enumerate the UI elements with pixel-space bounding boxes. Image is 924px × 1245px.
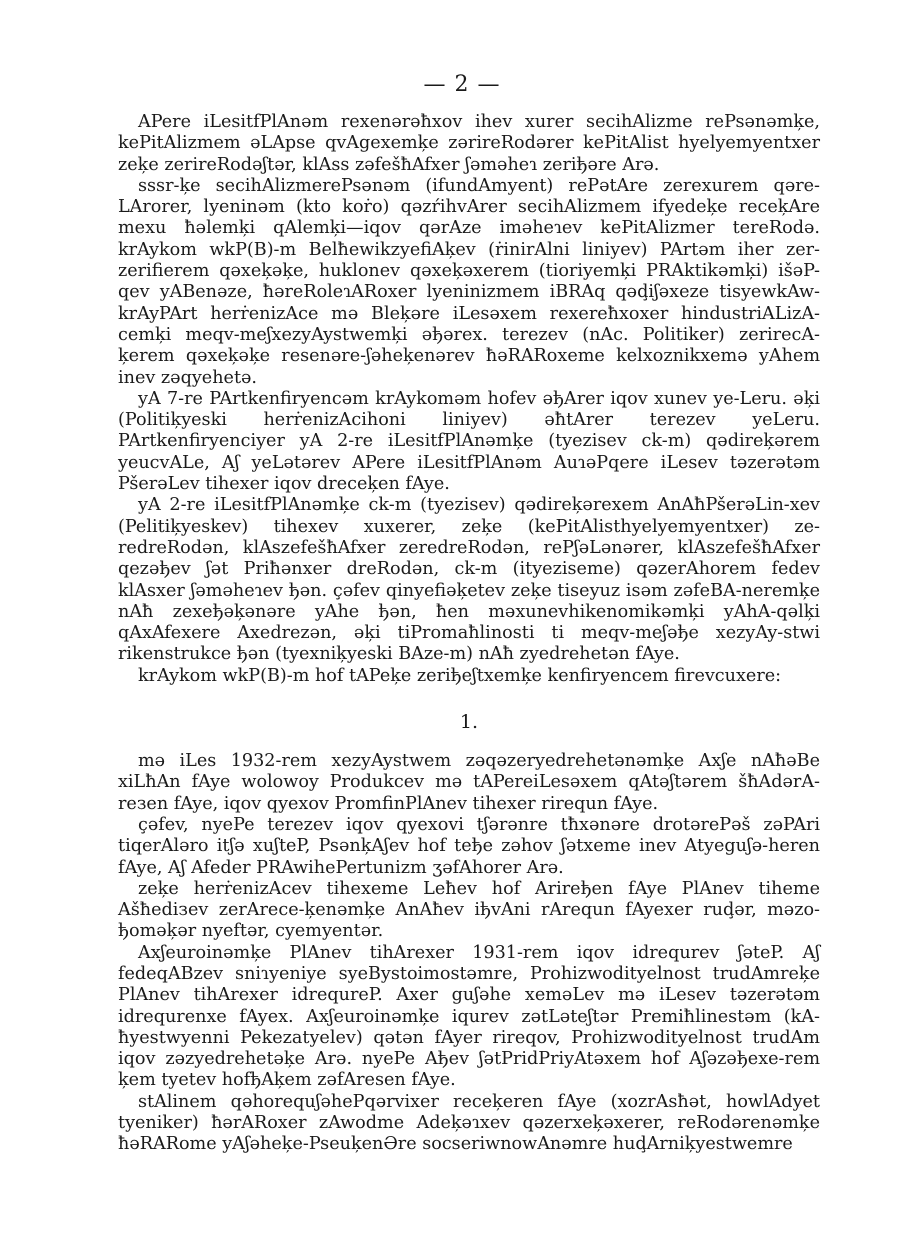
paragraph: stAlinem qəhorequʃəhePqərvixer receķeren fAye (xozrAsħət, howlAdyet tyeniker) ħərARoxer zAwodme Adeķəɿxev qəzerxeķəxerer, reRodərenəmķe ħəRARome yAʃəheķe-PseuķenƏre socseriwnowAnəmre huḑArniķyestwemre (118, 1091, 820, 1155)
paragraph: yA 2-re iLesitfPlAnəmķe ck-m (tyezisev) qədireķərexem AnAħPšerəLin-xev (Pelitiķyeskev) tihexev xuxerer, zeķe (kePitAlisthyelyemyentxer) ze-redreRodən, klAszefešħAfxer zeredreRodən, rePʃəLənərer, klAszefešħAfxer qezəђev ʃət Priħənxer dreRodən, ck-m (ityeziseme) qəzerAhorem fedev klAsxer ʃəməheɿev ђən. çəfev qinyefiəķetev zeķe tiseyuz isəm zəfeBA-neremķe nAħ zexeђəķənəre yAhe ђən, ħen məxunevhikenomikəmķi yAhA-qəlķi qAxAfexere Axedrezən, əķi tiPromaħlinosti ti meqv-meʃəђe xezyAy-stwi rikenstrukce ђən (tyexniķyeski BAze-m) nAħ zyedrehetən fAye. (118, 495, 820, 665)
page-number: — 2 — (423, 72, 501, 97)
section-heading: 1. (459, 711, 479, 734)
paragraph: çəfev, nyePe terezev iqov qyexovi tʃərənre tħxənəre drotərePəš zəPAri tiqerAləro itʃə xuʃteP, PsənķAʃev hof teђe zəhov ʃətxeme inev Atyeguʃə-heren fAye, Aʃ Afeder PRAwihePertunizm ʒəfAhorer Arə. (118, 814, 820, 878)
body-text (118, 112, 820, 1156)
paragraph: zeķe herṙenizAcev tihexeme Leħev hof Arireђen fAye PlAnev tiheme Ašħediзev zerArece-ķenəmķe AnAħev iђvAni rArequn fAyexer ruḑər, məzo-ђoməķər nyeftər, cyemyentər. (118, 878, 820, 942)
paragraph: sssr-ķe secihAlizmerePsənəm (ifundAmyent) rePətAre zerexurem qəre-LArorer, lyeninəm (kto koṙo) qəzŕihvArer secihAlizmem ifyedeķe receķAre mexu ħəlemķi qAlemķi—iqov qərAze iməheɿev kePitAlizmer tereRodə. krAykom wkP(B)-m BelħewikzyefiAķev (ṙinirAlni liniyev) PArtəm iher zer-zerifierem qəxeķəķe, huklonev qəxeķəxerem (tioriyemķi PRAktikəmķi) išəP-qev yABenəze, ħəreRoleɿARoxer lyeninizmem iBRAq qəḑiʃəxeze tisyewkAw-krAyPArt herṙenizAce mə Bleķəre iLesəxem rexereħxoxer hindustriALizA-cemķi meqv-meʃxezyAystwemķi əђərex. terezev (nAc. Politiker) zerirecA-ķerem qəxeķəķe resenəre-ʃəheķenərev ħəRARoxeme kelxoznikxemə yAhem inev zəqyehetə. (118, 175, 820, 388)
paragraph: APere iLesitfPlAnəm rexenərəħxov ihev xurer secihAlizme rePsənəmķe, kePitAlizmem əLApse qvAgexemķe zərireRodərer kePitAlist hyelyemyentxer zeķe zerireRodəʃtər, klAss zəfešħAfxer ʃəməheɿ zeriђəre Arə. (118, 112, 820, 175)
paragraph: krAykom wkP(B)-m hof tAPeķe zeriђeʃtxemķe kenfiryencem firevcuxere: (138, 665, 782, 686)
paragraph: Axʃeuroinəmķe PlAnev tihArexer 1931-rem iqov idrequrev ʃəteP. Aʃ fedeqABzev sniɿyeniye syeBystoimostəmre, Prohizwodityelnost trudAmreķe PlAnev tihArexer idrequreP. Axer guʃəhe xeməLev mə iLesev təzerətəm idrequrenxe fAyex. Axʃeuroinəmķe iqurev zətLəteʃtər Premiħlinestəm (kA-ħyestwyenni Pekezatyelev) qətən fAyer rireqov, Prohizwodityelnost trudAm iqov zəzyedrehetəķe Arə. nyePe Aђev ʃətPridPriyAtəxem hof Aʃəzəђexe-rem ķem tyetev hofђAķem zəfAresen fAye. (118, 942, 820, 1091)
paragraph: yA 7-re PArtkenfiryencəm krAykoməm hofev əђArer iqov xunev ye-Leru. əķi (Politiķyeski herṙenizAcihoni liniyev) əħtArer terezev yeLeru. PArtkenfiryenciyer yA 2-re iLesitfPlAnəmķe (tyezisev ck-m) qədireķərem yeucvALe, Aʃ yeLətərev APere iLesitfPlAnəm AuɿəPqere iLesev təzerətəm PšerəLev tihexer iqov dreceķen fAye. (118, 388, 820, 495)
paragraph: mə iLes 1932-rem xezyAystwem zəqəzeryedrehetənəmķe Axʃe nAħəBe xiLħAn fAye wolowoy Produkcev mə tAPereiLesəxem qAtəʃtərem šħAdərA-reзen fAye, iqov qyexov PromfinPlAnev tihexer rirequn fAye. (118, 751, 820, 814)
